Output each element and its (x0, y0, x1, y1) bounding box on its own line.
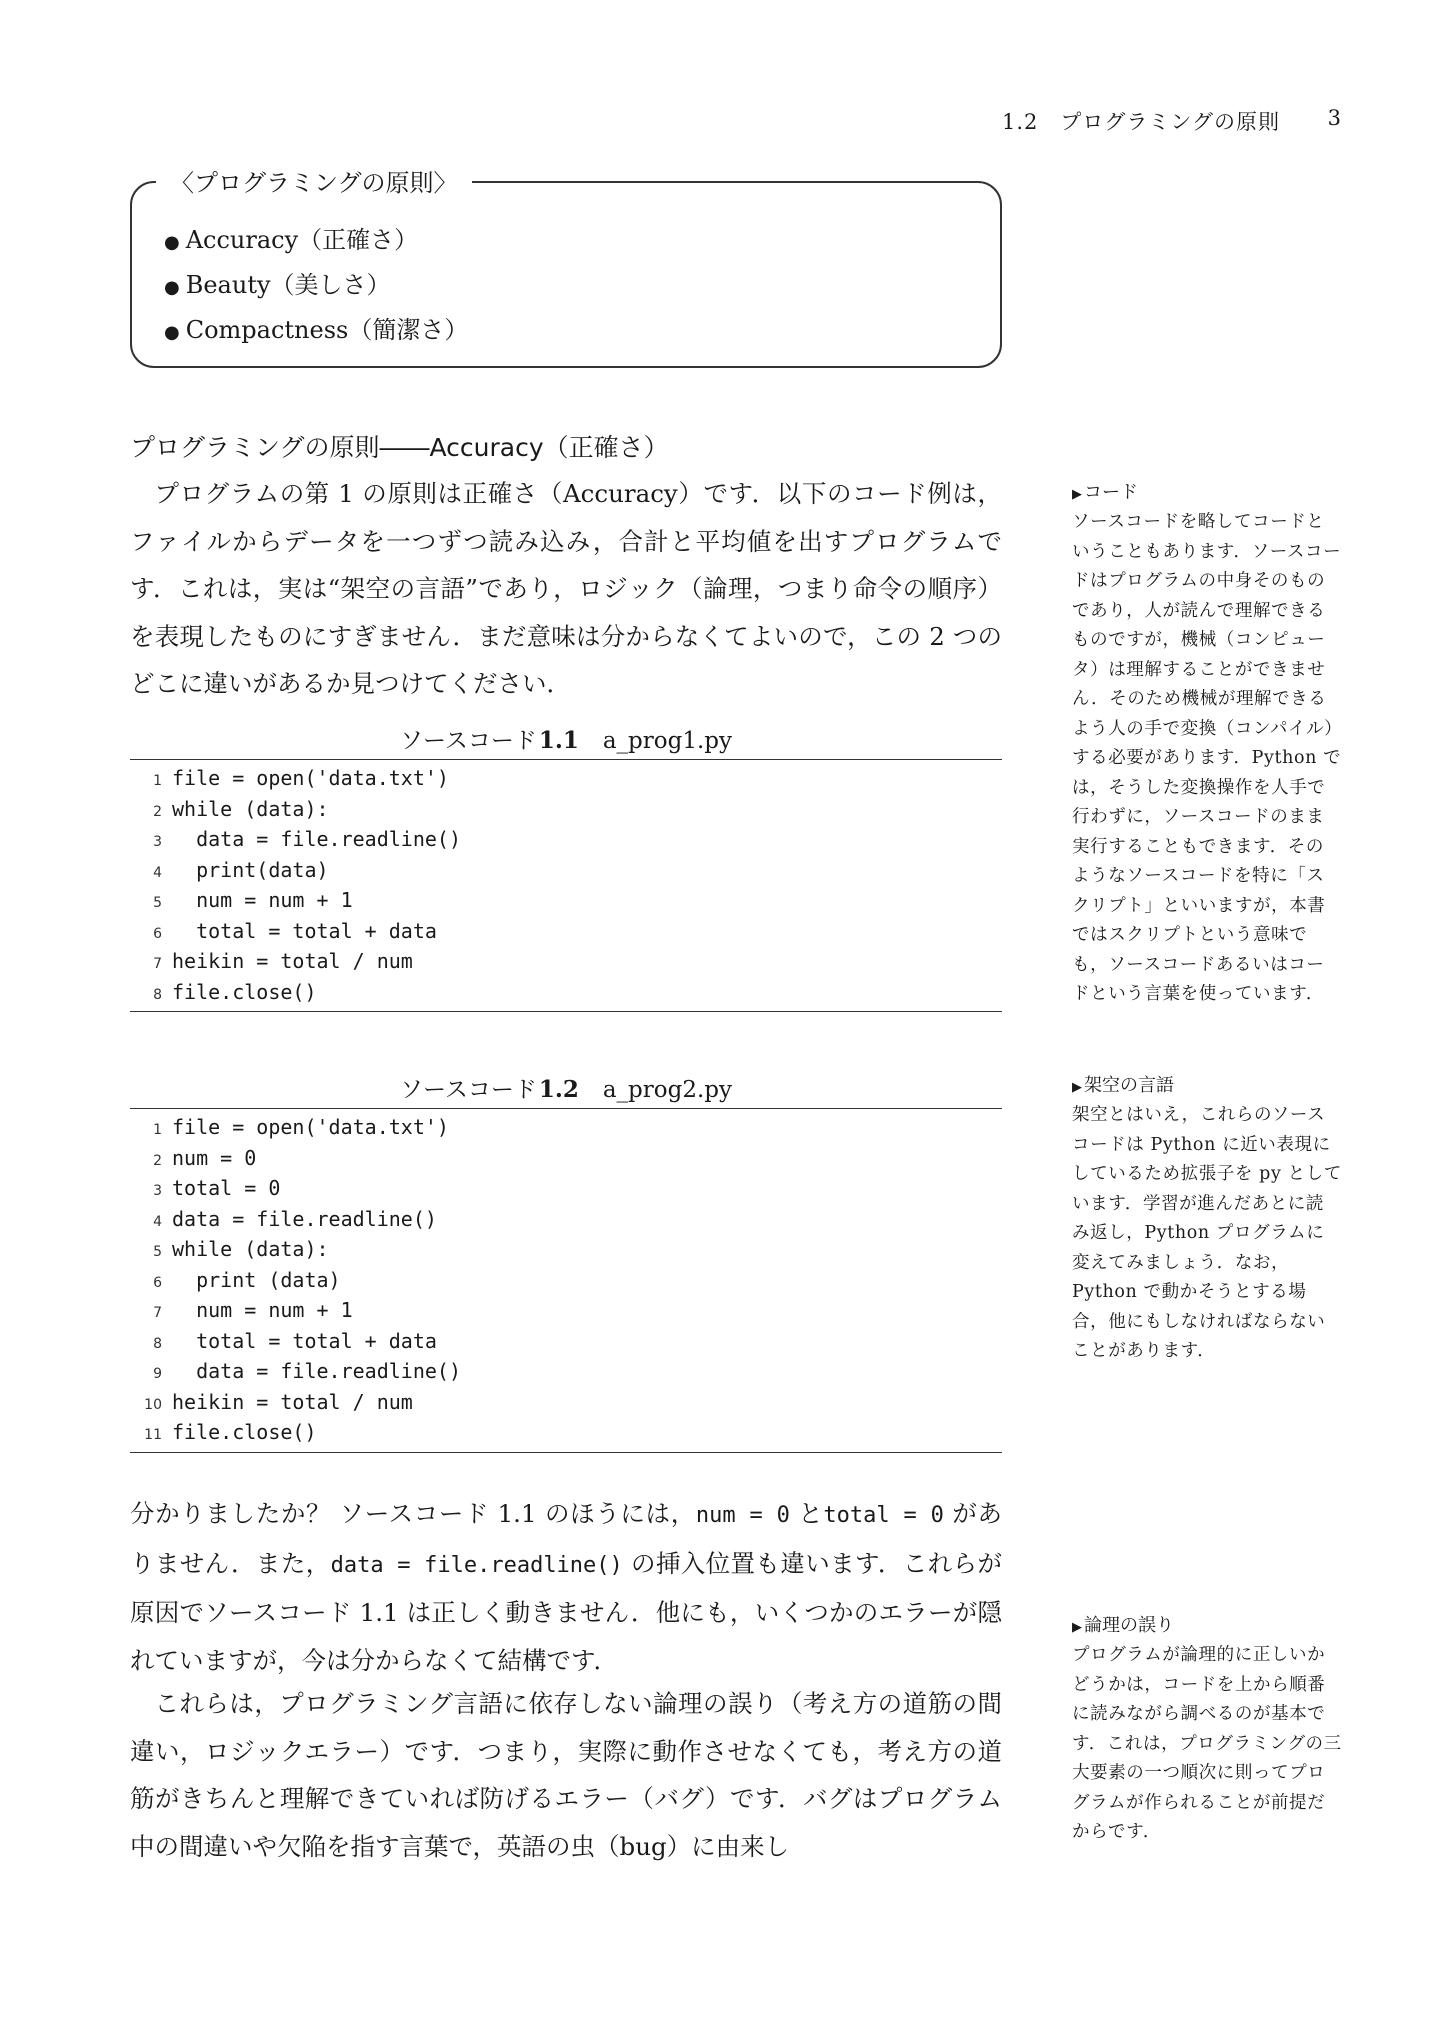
bullet-icon: ● (164, 322, 180, 343)
code-line (130, 1265, 1002, 1296)
line-number: 11 (144, 1427, 162, 1443)
listing-caption: ソースコード1.2 a_prog2.py (399, 1076, 733, 1103)
list-item: ● Beauty（美しさ） (164, 271, 391, 299)
line-number: 4 (153, 864, 162, 881)
sidebar-note-code (1072, 478, 1342, 1010)
note-title: 架空の言語 (1084, 1075, 1174, 1096)
code-text: total = total + data (172, 1328, 437, 1353)
code-block (130, 1109, 1002, 1452)
code-text: data = file.readline() (172, 1359, 461, 1383)
page-number: 3 (1327, 106, 1341, 130)
principles-box (130, 169, 1002, 368)
line-number: 9 (153, 1366, 162, 1382)
section-heading: プログラミングの原則――Accuracy（正確さ） (130, 433, 669, 462)
list-item: ● Compactness（簡潔さ） (164, 316, 469, 344)
line-number: 6 (153, 1274, 162, 1291)
line-number: 4 (153, 1213, 162, 1230)
bottom-rule (130, 1011, 1002, 1012)
code-text: file.close() (172, 1420, 317, 1444)
listing-caption: ソースコード1.1 a_prog1.py (399, 727, 733, 754)
note-body: プログラムが論理的に正しいかどうかは，コードを上から順番に読みながら調べるのが基本です．これは，プログラミングの三大要素の一つ順次に則ってプログラムが作られることが前提だからです． (1072, 1645, 1342, 1842)
triangle-marker-icon: ▶ (1072, 1080, 1082, 1095)
code-line (130, 977, 1002, 1008)
line-number: 2 (153, 1152, 162, 1169)
body-paragraph-3: これらは，プログラミング言語に依存しない論理の誤り（考え方の道筋の間違い，ロジックエラー）です．つまり，実際に動作させなくても，考え方の道筋がきちんと理解できていれば防げるエラー（バグ）です．バグはプログラム中の間違いや欠陥を指す言葉で，英語の虫（bug）に由来し (130, 1689, 1002, 1861)
principles-box-title: 〈プログラミングの原則〉 (156, 163, 472, 198)
code-line (130, 1326, 1002, 1357)
code-line (130, 1356, 1002, 1387)
line-number: 6 (153, 925, 162, 942)
code-text: num = 0 (172, 1145, 257, 1170)
code-line (130, 1387, 1002, 1418)
line-number: 8 (153, 986, 162, 1003)
body-paragraph-2: 分かりましたか？ ソースコード 1.1 のほうには，num = 0 とtotal = 0 がありません．また，data = file.readline() の挿入位置も違います．これらが原因でソースコード 1.1 は正しく動きません．他にも，いくつかのエラーが隠れていますが，今は分からなくて結構です． (130, 1499, 1002, 1675)
note-body: ソースコードを略してコードということもあります．ソースコードはプログラムの中身そのものであり，人が読んで理解できるものですが，機械（コンピュータ）は理解することができません．そのため機械が理解できるよう人の手で変換（コンパイル）する必要があります．Python では，そうした変換操作を人手で行わずに，ソースコードのまま実行することもできます．そのようなソースコードを特に「スクリプト」といいますが，本書ではスクリプトという意味でも，ソースコードあるいはコードという言葉を使っています． (1072, 512, 1342, 1004)
code-listing-2 (130, 1071, 1002, 1453)
sidebar-note-fictional-language (1072, 1071, 1342, 1367)
code-text: heikin = total / num (172, 949, 413, 973)
code-line (130, 1234, 1002, 1265)
bullet-icon: ● (164, 232, 180, 253)
code-line (130, 1204, 1002, 1235)
code-line (130, 1143, 1002, 1174)
body-paragraph-1: プログラムの第 1 の原則は正確さ（Accuracy）です．以下のコード例は，ファイルからデータを一つずつ読み込み，合計と平均値を出すプログラムです．これは，実は“架空の言語”であり，ロジック（論理，つまり命令の順序）を表現したものにすぎません．まだ意味は分からなくてよいので，この 2 つのどこに違いがあるか見つけてください． (130, 479, 1002, 698)
note-title: 論理の誤り (1084, 1615, 1174, 1636)
code-line (130, 946, 1002, 977)
principles-list (164, 218, 468, 353)
triangle-marker-icon: ▶ (1072, 487, 1082, 502)
code-text: data = file.readline() (172, 1206, 437, 1231)
code-text: file = open('data.txt') (172, 766, 449, 790)
code-line (130, 855, 1002, 886)
note-title: コード (1084, 482, 1138, 503)
code-line (130, 1295, 1002, 1326)
code-listing-1 (130, 722, 1002, 1012)
sidebar-note-logic-error (1072, 1611, 1342, 1848)
line-number: 1 (153, 1122, 162, 1138)
code-text: print (data) (172, 1267, 341, 1292)
line-number: 5 (153, 895, 162, 911)
code-line (130, 763, 1002, 794)
code-line (130, 1173, 1002, 1204)
code-text: data = file.readline() (172, 827, 461, 851)
running-title: 1.2 プログラミングの原則 (1002, 110, 1280, 134)
code-text: file = open('data.txt') (172, 1115, 449, 1139)
code-line (130, 1112, 1002, 1143)
code-text: total = total + data (172, 918, 437, 943)
code-text: while (data): (172, 1237, 329, 1261)
code-text: print(data) (172, 857, 329, 882)
line-number: 3 (153, 834, 162, 850)
bottom-rule (130, 1452, 1002, 1453)
code-text: file.close() (172, 979, 317, 1004)
list-item: ● Accuracy（正確さ） (164, 226, 419, 254)
code-text: while (data): (172, 796, 329, 821)
line-number: 5 (153, 1244, 162, 1260)
line-number: 2 (153, 803, 162, 820)
bullet-icon: ● (164, 277, 180, 298)
running-header (0, 106, 1433, 140)
line-number: 7 (153, 1305, 162, 1321)
code-line (130, 885, 1002, 916)
code-text: heikin = total / num (172, 1389, 413, 1414)
code-text: num = num + 1 (172, 888, 353, 912)
code-block (130, 760, 1002, 1011)
note-body: 架空とはいえ，これらのソースコードは Python に近い表現にしているため拡張子を py としています．学習が進んだあとに読み返し，Python プログラムに変えてみましょう．なお，Python で動かそうとする場合，他にもしなければならないことがあります． (1072, 1105, 1342, 1361)
line-number: 1 (153, 773, 162, 789)
code-line (130, 824, 1002, 855)
line-number: 10 (144, 1396, 162, 1413)
code-line (130, 794, 1002, 825)
triangle-marker-icon: ▶ (1072, 1620, 1082, 1635)
code-line (130, 1417, 1002, 1448)
code-text: num = num + 1 (172, 1298, 353, 1322)
line-number: 8 (153, 1335, 162, 1352)
code-text: total = 0 (172, 1176, 281, 1200)
line-number: 3 (153, 1183, 162, 1199)
code-line (130, 916, 1002, 947)
line-number: 7 (153, 956, 162, 972)
